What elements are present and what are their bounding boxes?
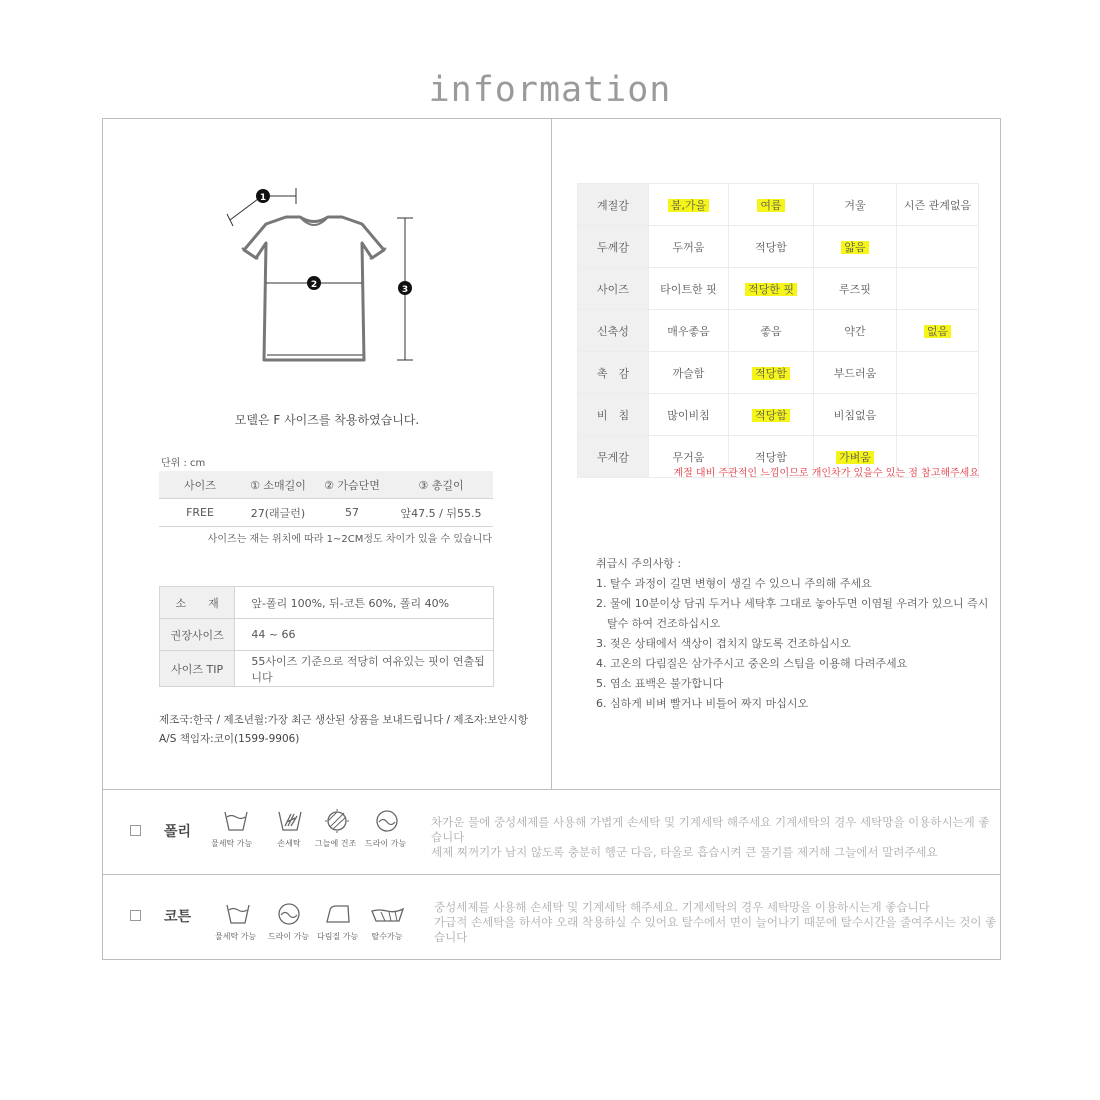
icon-label: 다림질 가능 bbox=[317, 932, 359, 941]
row-value: 44 ~ 66 bbox=[235, 619, 494, 651]
fabric-care-text: 중성세제를 사용해 손세탁 및 기계세탁 해주세요. 기계세탁의 경우 세탁망을 이용하시는게 좋습니다 가급적 손세탁을 하셔야 오래 착용하실 수 있어요 탈수에서 면이 늘어나기 때문에 탈수시간을 줄여주시는 것이 좋습니다 bbox=[434, 900, 997, 944]
table-cell: 부드러움 bbox=[814, 352, 897, 394]
icon-label: 손세탁 bbox=[277, 839, 301, 848]
care-title: 취급시 주의사항 : bbox=[596, 557, 682, 570]
page-title: information bbox=[428, 70, 672, 110]
washtub-icon bbox=[223, 901, 253, 927]
icon-label: 탈수가능 bbox=[371, 932, 403, 941]
origin-info: 제조국:한국 / 제조년월:가장 최근 생산된 상품을 보내드립니다 / 제조자:보안시항 bbox=[159, 714, 528, 726]
column-header: ② 가슴단면 bbox=[315, 471, 389, 499]
fabric-checkbox[interactable] bbox=[130, 825, 141, 836]
column-header: ① 소매길이 bbox=[241, 471, 315, 499]
table-cell: 겨울 bbox=[814, 184, 897, 226]
list-item: 2. 물에 10분이상 담궈 두거나 세탁후 그대로 놓아두면 이염될 우려가 있으니 즉시 bbox=[596, 597, 989, 610]
care-icon-item bbox=[215, 901, 256, 942]
fabric-care-row bbox=[102, 789, 1001, 875]
row-key: 신축성 bbox=[578, 310, 649, 352]
icon-label: 물세탁 가능 bbox=[215, 932, 257, 941]
care-icon-item bbox=[365, 808, 406, 849]
table-row bbox=[578, 268, 979, 310]
table-cell: 까슬함 bbox=[649, 352, 729, 394]
fabric-checkbox[interactable] bbox=[130, 910, 141, 921]
row-value: 55사이즈 기준으로 적당히 여유있는 핏이 연출됩니다 bbox=[235, 651, 494, 687]
svg-text:3: 3 bbox=[401, 285, 409, 295]
table-row bbox=[160, 587, 494, 619]
table-cell bbox=[897, 394, 979, 436]
row-key: 사이즈 bbox=[578, 268, 649, 310]
table-cell bbox=[729, 184, 814, 226]
table-row bbox=[578, 184, 979, 226]
material-table bbox=[159, 586, 494, 687]
size-note: 사이즈는 재는 위치에 따라 1~2CM정도 차이가 있을 수 있습니다 bbox=[207, 534, 492, 545]
table-cell bbox=[897, 226, 979, 268]
list-item: 5. 염소 표백은 불가합니다 bbox=[596, 677, 724, 690]
wring-icon bbox=[369, 901, 405, 927]
table-row bbox=[578, 394, 979, 436]
care-instructions bbox=[596, 554, 988, 714]
table-cell: 시즌 관계없음 bbox=[897, 184, 979, 226]
column-header: 사이즈 bbox=[159, 471, 241, 499]
size-table bbox=[159, 471, 493, 527]
fabric-care-text: 차가운 물에 중성세제를 사용해 가볍게 손세탁 및 기계세탁 해주세요 기계세탁의 경우 세탁망을 이용하시는게 좋습니다 세제 찌꺼기가 남지 않도록 충분히 헹군 다음, 타올로 흡습시켜 큰 물기를 제거해 그늘에서 말려주세요 bbox=[431, 815, 990, 859]
highlighted-value: 봄,가을 bbox=[668, 199, 709, 212]
table-cell: 27(래글런) bbox=[241, 499, 315, 527]
fabric-care-row bbox=[102, 874, 1001, 960]
highlighted-value: 없음 bbox=[924, 325, 951, 338]
row-value: 앞-폴리 100%, 뒤-코튼 60%, 폴리 40% bbox=[235, 587, 494, 619]
table-cell: 타이트한 핏 bbox=[649, 268, 729, 310]
column-header: ③ 총길이 bbox=[389, 471, 493, 499]
table-cell: FREE bbox=[159, 499, 241, 527]
row-key: 촉 감 bbox=[578, 352, 649, 394]
feel-note: 계절 대비 주관적인 느낌이므로 개인차가 있을수 있는 점 참고해주세요 bbox=[673, 468, 979, 479]
list-item: 6. 심하게 비벼 빨거나 비틀어 짜지 마십시오 bbox=[596, 697, 809, 710]
fabric-name: 폴리 bbox=[164, 824, 192, 840]
unit-label: 단위 : cm bbox=[161, 458, 206, 469]
table-cell bbox=[729, 352, 814, 394]
table-cell bbox=[814, 226, 897, 268]
row-key: 계절감 bbox=[578, 184, 649, 226]
hand-wash-icon bbox=[275, 808, 305, 834]
list-item: 탈수 하여 건조하십시오 bbox=[596, 617, 721, 630]
highlighted-value: 적당함 bbox=[752, 367, 790, 380]
table-cell: 루즈핏 bbox=[814, 268, 897, 310]
table-row bbox=[160, 651, 494, 687]
list-item: 4. 고온의 다림질은 삼가주시고 중온의 스팀을 이용해 다려주세요 bbox=[596, 657, 908, 670]
table-cell: 적당함 bbox=[729, 226, 814, 268]
shade-dry-icon bbox=[323, 808, 353, 834]
table-cell bbox=[897, 310, 979, 352]
iron-icon bbox=[324, 901, 354, 927]
table-cell: 비침없음 bbox=[814, 394, 897, 436]
washtub-icon bbox=[221, 808, 251, 834]
icon-label: 드라이 가능 bbox=[365, 839, 407, 848]
row-key: 권장사이즈 bbox=[160, 619, 235, 651]
table-row bbox=[578, 352, 979, 394]
row-key: 사이즈 TIP bbox=[160, 651, 235, 687]
svg-text:1: 1 bbox=[259, 193, 267, 203]
panel-divider bbox=[551, 118, 552, 790]
highlighted-value: 적당한 핏 bbox=[745, 283, 797, 296]
table-cell: 적당함 bbox=[729, 436, 814, 478]
row-key: 비 침 bbox=[578, 394, 649, 436]
fabric-name: 코튼 bbox=[164, 909, 192, 925]
table-cell bbox=[729, 268, 814, 310]
table-cell: 약간 bbox=[814, 310, 897, 352]
care-icon-item bbox=[273, 808, 305, 849]
table-cell bbox=[897, 268, 979, 310]
table-row bbox=[578, 226, 979, 268]
table-cell: 두꺼움 bbox=[649, 226, 729, 268]
row-key: 두께감 bbox=[578, 226, 649, 268]
table-cell bbox=[729, 394, 814, 436]
dry-clean-icon bbox=[373, 808, 403, 834]
table-cell: 앞47.5 / 뒤55.5 bbox=[389, 499, 493, 527]
highlighted-value: 가벼움 bbox=[836, 451, 874, 464]
svg-text:2: 2 bbox=[310, 280, 318, 290]
table-cell: 무거움 bbox=[649, 436, 729, 478]
icon-label: 드라이 가능 bbox=[268, 932, 310, 941]
table-cell: 매우좋음 bbox=[649, 310, 729, 352]
table-row bbox=[160, 619, 494, 651]
highlighted-value: 적당함 bbox=[752, 409, 790, 422]
table-row bbox=[578, 310, 979, 352]
highlighted-value: 얇음 bbox=[841, 241, 868, 254]
row-key: 무게감 bbox=[578, 436, 649, 478]
care-icon-item bbox=[268, 901, 309, 942]
list-item: 1. 탈수 과정이 길면 변형이 생길 수 있으니 주의해 주세요 bbox=[596, 577, 872, 590]
icon-label: 그늘에 건조 bbox=[315, 839, 357, 848]
table-cell bbox=[897, 352, 979, 394]
highlighted-value: 여름 bbox=[757, 199, 784, 212]
table-cell: 57 bbox=[315, 499, 389, 527]
list-item: 3. 젖은 상태에서 색상이 겹치지 않도록 건조하십시오 bbox=[596, 637, 851, 650]
table-cell: 좋음 bbox=[729, 310, 814, 352]
care-icon-item bbox=[369, 901, 405, 942]
icon-label: 물세탁 가능 bbox=[211, 839, 253, 848]
as-contact: A/S 책임자:코이(1599-9906) bbox=[159, 733, 300, 745]
feel-table bbox=[577, 183, 979, 478]
tshirt-size-diagram bbox=[222, 180, 422, 370]
row-key: 소 재 bbox=[160, 587, 235, 619]
table-cell: 많이비침 bbox=[649, 394, 729, 436]
model-note: 모델은 F 사이즈를 착용하였습니다. bbox=[234, 413, 420, 427]
table-row bbox=[159, 499, 493, 527]
care-icon-item bbox=[315, 808, 356, 849]
care-icon-item bbox=[211, 808, 252, 849]
table-cell bbox=[649, 184, 729, 226]
table-header-row bbox=[159, 471, 493, 499]
care-icon-item bbox=[317, 901, 358, 942]
dry-clean-icon bbox=[275, 901, 305, 927]
